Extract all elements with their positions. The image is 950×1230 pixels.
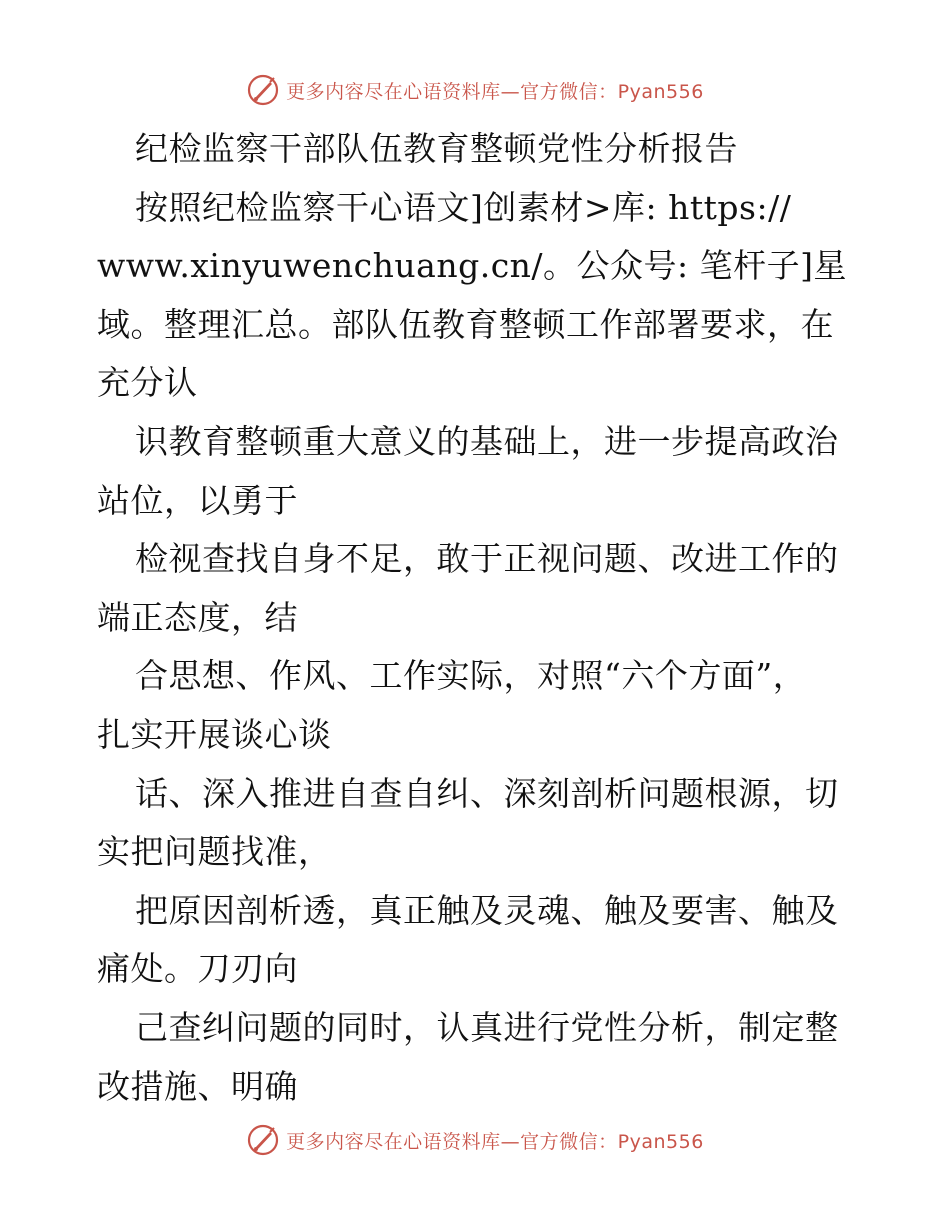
text-line: 识教育整顿重大意义的基础上，进一步提高政治: [135, 421, 839, 461]
text-line: 充分认: [97, 363, 198, 403]
header-banner: [0, 70, 950, 110]
footer-banner-text: 更多内容尽在心语资料库—官方微信：Pyan556: [286, 1130, 704, 1153]
text-line: 己查纠问题的同时，认真进行党性分析，制定整: [135, 1007, 839, 1047]
document-body: [97, 120, 857, 1116]
text-line: 改措施、明确: [97, 1066, 298, 1106]
quill-pen-logo-icon: [246, 73, 280, 107]
text-line: 检视查找自身不足，敢于正视问题、改进工作的: [135, 539, 839, 579]
quill-pen-logo-icon: [246, 1123, 280, 1157]
text-line: 站位，以勇于: [97, 480, 298, 520]
text-line: 痛处。刀刃向: [97, 949, 298, 989]
header-banner-text: 更多内容尽在心语资料库—官方微信：Pyan556: [286, 80, 704, 103]
text-line: 实把问题找准，: [97, 832, 332, 872]
text-line: 按照纪检监察干心语文]创素材>库: https://: [135, 187, 792, 227]
footer-banner: [0, 1120, 950, 1160]
text-line: 把原因剖析透，真正触及灵魂、触及要害、触及: [135, 890, 839, 930]
text-line: 合思想、作风、工作实际，对照“六个方面”，: [135, 656, 807, 696]
document-title: 纪检监察干部队伍教育整顿党性分析报告: [135, 129, 738, 168]
text-line: www.xinyuwenchuang.cn/。公众号: 笔杆子]星: [97, 246, 848, 286]
text-line: 端正态度，结: [97, 597, 298, 637]
text-line: 话、深入推进自查自纠、深刻剖析问题根源，切: [135, 773, 839, 813]
text-line: 扎实开展谈心谈: [97, 714, 332, 754]
text-line: 域。整理汇总。部队伍教育整顿工作部署要求，在: [97, 304, 834, 344]
